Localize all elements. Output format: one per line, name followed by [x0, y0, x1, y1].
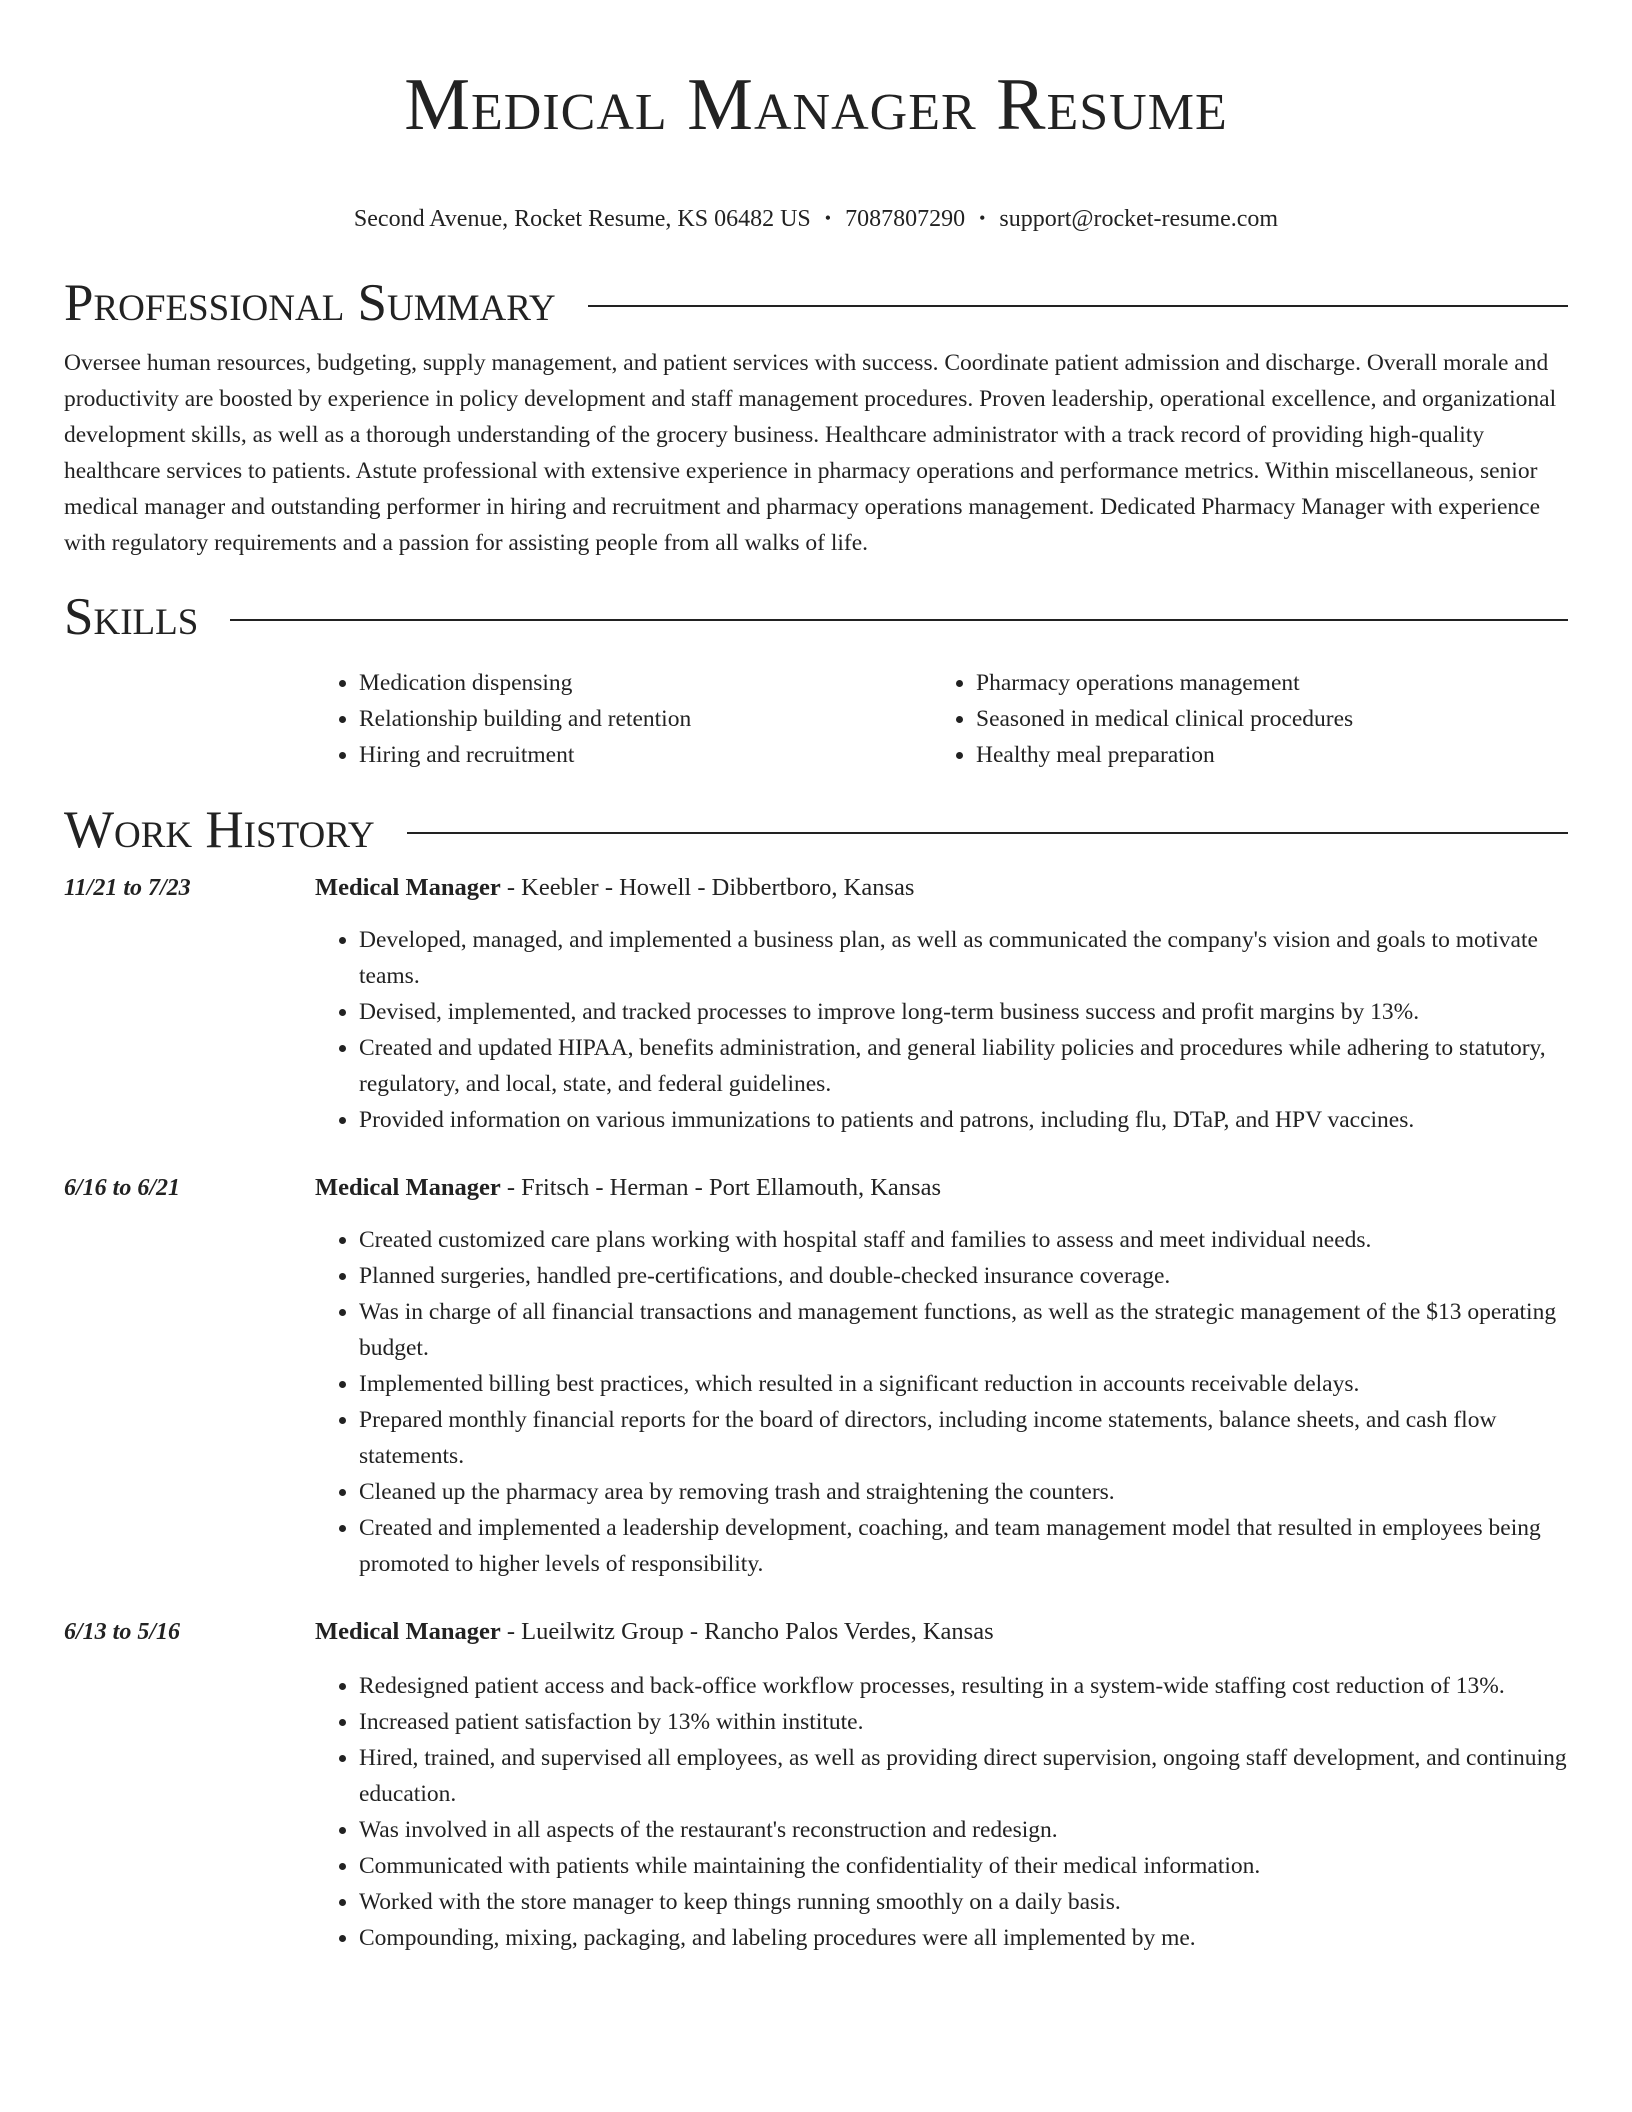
job-bullets — [315, 1668, 1568, 1956]
work-section-header — [64, 800, 1568, 860]
section-divider — [230, 619, 1568, 621]
skill-item: • Hiring and recruitment — [359, 737, 932, 773]
section-divider — [407, 832, 1568, 834]
job-bullet: • Redesigned patient access and back-office workflow processes, resulting in a system-wide staffing cost reduction of 13%. — [359, 1668, 1568, 1704]
skills-list — [315, 665, 1568, 773]
job-company: - Fritsch - Herman - Port Ellamouth, Kansas — [500, 1174, 941, 1201]
job-company: - Keebler - Howell - Dibbertboro, Kansas — [500, 874, 915, 901]
job-header-row — [64, 1170, 1568, 1206]
skill-item: • Relationship building and retention — [359, 701, 932, 737]
summary-heading: Professional Summary — [64, 274, 556, 332]
job-bullet: • Created and implemented a leadership development, coaching, and team management model that resulted in employees being promoted to higher levels of responsibility. — [359, 1510, 1568, 1582]
contact-address: Second Avenue, Rocket Resume, KS 06482 US — [353, 206, 811, 232]
job-role: Medical Manager — [315, 1174, 501, 1201]
job-entry — [64, 1614, 1568, 1956]
contact-line — [64, 204, 1568, 233]
job-bullet: • Was involved in all aspects of the restaurant's reconstruction and redesign. — [359, 1812, 1568, 1848]
job-bullet: • Worked with the store manager to keep things running smoothly on a daily basis. — [359, 1884, 1568, 1920]
job-heading — [315, 1170, 941, 1206]
job-heading — [315, 870, 914, 906]
job-company: - Lueilwitz Group - Rancho Palos Verdes, Kansas — [500, 1618, 994, 1645]
job-bullet: • Increased patient satisfaction by 13% within institute. — [359, 1704, 1568, 1740]
job-bullet: • Developed, managed, and implemented a business plan, as well as communicated the company's vision and goals to motivate teams. — [359, 922, 1568, 994]
skills-section-header — [64, 587, 1568, 647]
job-bullets — [315, 1222, 1568, 1582]
job-entry — [64, 1170, 1568, 1582]
skill-item: • Seasoned in medical clinical procedures — [976, 701, 1549, 737]
job-bullet: • Devised, implemented, and tracked processes to improve long-term business success and profit margins by 13%. — [359, 994, 1568, 1030]
skills-heading: Skills — [64, 588, 199, 646]
job-header-row — [64, 870, 1568, 906]
job-bullet: • Created customized care plans working with hospital staff and families to assess and meet individual needs. — [359, 1222, 1568, 1258]
contact-separator: • — [824, 208, 832, 228]
job-bullet: • Created and updated HIPAA, benefits administration, and general liability policies and procedures while adhering to statutory, regulatory, and local, state, and federal guidelines. — [359, 1030, 1568, 1102]
resume-title: Medical Manager Resume — [404, 64, 1228, 146]
skills-column-right — [932, 665, 1549, 773]
job-bullet: • Prepared monthly financial reports for the board of directors, including income statements, balance sheets, and cash flow statements. — [359, 1402, 1568, 1474]
job-bullet: • Provided information on various immunizations to patients and patrons, including flu, DTaP, and HPV vaccines. — [359, 1102, 1568, 1138]
section-divider — [588, 305, 1568, 307]
summary-section-header — [64, 273, 1568, 333]
job-bullet: • Was in charge of all financial transactions and management functions, as well as the strategic management of the $13 operating budget. — [359, 1294, 1568, 1366]
job-role: Medical Manager — [315, 1618, 501, 1645]
skill-item: • Pharmacy operations management — [976, 665, 1549, 701]
job-dates: 6/13 to 5/16 — [64, 1619, 181, 1645]
job-dates: 11/21 to 7/23 — [64, 875, 191, 901]
job-role: Medical Manager — [315, 874, 501, 901]
job-bullet: • Implemented billing best practices, which resulted in a significant reduction in accounts receivable delays. — [359, 1366, 1568, 1402]
skill-item: • Medication dispensing — [359, 665, 932, 701]
job-header-row — [64, 1614, 1568, 1650]
job-bullet: • Communicated with patients while maintaining the confidentiality of their medical information. — [359, 1848, 1568, 1884]
job-heading — [315, 1614, 994, 1650]
work-heading: Work History — [64, 801, 375, 859]
contact-email: support@rocket-resume.com — [999, 206, 1279, 232]
job-bullets — [315, 922, 1568, 1138]
job-dates: 6/16 to 6/21 — [64, 1175, 181, 1201]
skill-item: • Healthy meal preparation — [976, 737, 1549, 773]
contact-phone: 7087807290 — [845, 206, 966, 232]
skills-column-left — [315, 665, 932, 773]
job-bullet: • Cleaned up the pharmacy area by removing trash and straightening the counters. — [359, 1474, 1568, 1510]
contact-separator: • — [979, 208, 986, 228]
job-entry — [64, 870, 1568, 1138]
job-bullet: • Hired, trained, and supervised all employees, as well as providing direct supervision, ongoing staff development, and continuing education. — [359, 1740, 1568, 1812]
job-bullet: • Planned surgeries, handled pre-certifications, and double-checked insurance coverage. — [359, 1258, 1568, 1294]
job-bullet: • Compounding, mixing, packaging, and labeling procedures were all implemented by me. — [359, 1920, 1568, 1956]
summary-paragraph: Oversee human resources, budgeting, supply management, and patient services with success. Coordinate patient admission and discharge. Overall morale and productivity are boosted by experience in policy development and staff management procedures. Proven leadership, operational excellence, and organizational development skills, as well as a thorough understanding of the grocery business. Healthcare administrator with a track record of providing high-quality healthcare services to patients. Astute professional with extensive experience in pharmacy operations and performance metrics. Within miscellaneous, senior medical manager and outstanding performer in hiring and recruitment and pharmacy operations management. Dedicated Pharmacy Manager with experience with regulatory requirements and a passion for assisting people from all walks of life. — [64, 350, 1557, 556]
